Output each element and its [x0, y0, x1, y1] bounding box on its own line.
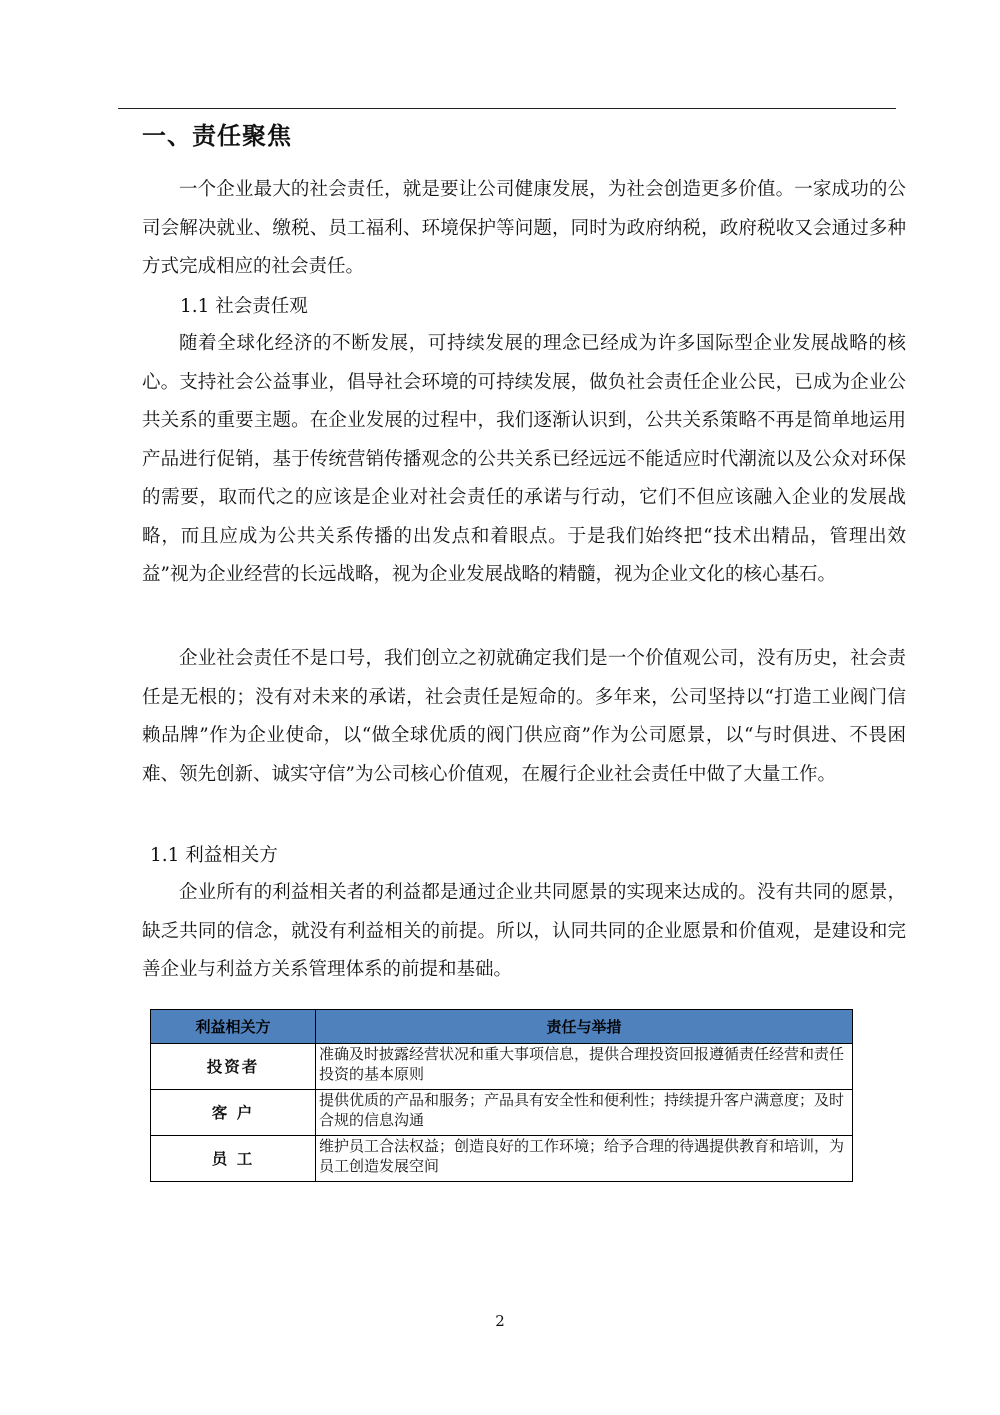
cell-duty: 准确及时披露经营状况和重大事项信息，提供合理投资回报遵循责任经营和责任投资的基本原则 [316, 1044, 853, 1090]
cell-party: 客 户 [151, 1090, 316, 1136]
paragraph-stakeholders: 企业所有的利益相关者的利益都是通过企业共同愿景的实现来达成的。没有共同的愿景，缺乏共同的信念，就没有利益相关的前提。所以，认同共同的企业愿景和价值观，是建设和完善企业与利益方关系管理体系的前提和基础。 [142, 882, 906, 980]
section-heading: 一、责任聚焦 [142, 122, 292, 150]
paragraph-social-responsibility-2: 企业社会责任不是口号，我们创立之初就确定我们是一个价值观公司，没有历史，社会责任是无根的；没有对未来的承诺，社会责任是短命的。多年来，公司坚持以“打造工业阀门信赖品牌”作为企业使命，以“做全球优质的阀门供应商”作为公司愿景，以“与时俱进、不畏困难、领先创新、诚实守信”为公司核心价值观，在履行企业社会责任中做了大量工作。 [142, 648, 906, 785]
subsection-title-stakeholders: 1.1 利益相关方 [150, 845, 278, 866]
page-number: 2 [495, 1312, 505, 1330]
column-header-party: 利益相关方 [151, 1010, 316, 1044]
table-row [151, 1136, 853, 1182]
cell-party: 投资者 [151, 1044, 316, 1090]
paragraph-social-responsibility-1: 随着全球化经济的不断发展，可持续发展的理念已经成为许多国际型企业发展战略的核心。支持社会公益事业，倡导社会环境的可持续发展，做负社会责任企业公民，已成为企业公共关系的重要主题。在企业发展的过程中，我们逐渐认识到，公共关系策略不再是简单地运用产品进行促销，基于传统营销传播观念的公共关系已经远远不能适应时代潮流以及公众对环保的需要，取而代之的应该是企业对社会责任的承诺与行动，它们不但应该融入企业的发展战略，而且应成为公共关系传播的出发点和着眼点。于是我们始终把“技术出精品，管理出效益”视为企业经营的长远战略，视为企业发展战略的精髓，视为企业文化的核心基石。 [142, 333, 906, 585]
cell-duty: 维护员工合法权益；创造良好的工作环境；给予合理的待遇提供教育和培训，为员工创造发展空间 [316, 1136, 853, 1182]
stakeholder-table [150, 1009, 853, 1182]
header-rule [118, 108, 896, 109]
table-row [151, 1044, 853, 1090]
table-header-row [151, 1010, 853, 1044]
cell-party: 员 工 [151, 1136, 316, 1182]
table-row [151, 1090, 853, 1136]
cell-duty: 提供优质的产品和服务；产品具有安全性和便利性；持续提升客户满意度；及时合规的信息沟通 [316, 1090, 853, 1136]
intro-paragraph: 一个企业最大的社会责任，就是要让公司健康发展，为社会创造更多价值。一家成功的公司会解决就业、缴税、员工福利、环境保护等问题，同时为政府纳税，政府税收又会通过多种方式完成相应的社会责任。 [142, 179, 906, 277]
subsection-title-social-responsibility: 1.1 社会责任观 [180, 296, 308, 317]
column-header-duty: 责任与举措 [316, 1010, 853, 1044]
